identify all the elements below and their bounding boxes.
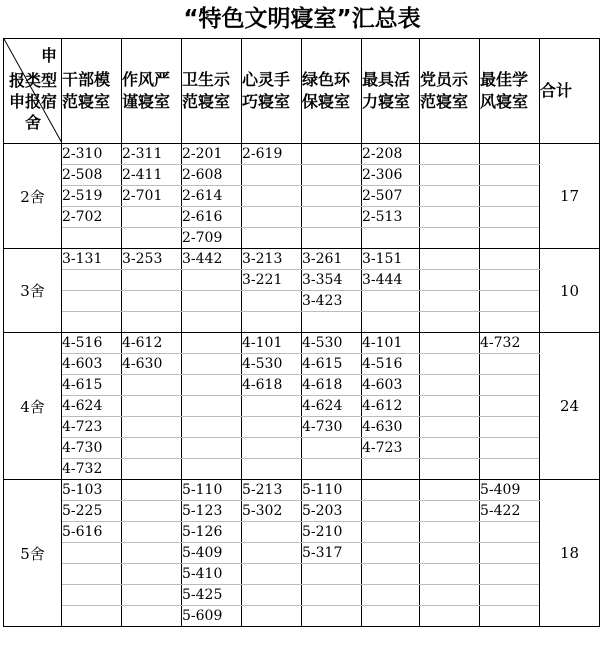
room-cell — [122, 522, 182, 543]
room-cell — [480, 522, 540, 543]
room-cell — [480, 312, 540, 333]
corner-line: 报类型 — [8, 71, 57, 90]
room-cell — [480, 249, 540, 270]
room-cell — [480, 186, 540, 207]
room-cell — [62, 585, 122, 606]
summary-table — [3, 38, 600, 627]
room-cell — [122, 459, 182, 480]
room-cell — [182, 270, 242, 291]
room-cell — [480, 165, 540, 186]
room-cell: 2-701 — [122, 186, 182, 207]
room-cell: 5-409 — [480, 480, 540, 501]
table-row — [4, 186, 600, 207]
room-cell — [420, 165, 480, 186]
room-cell — [122, 291, 182, 312]
room-cell — [420, 270, 480, 291]
room-cell: 5-126 — [182, 522, 242, 543]
room-cell: 3-221 — [242, 270, 302, 291]
table-row — [4, 312, 600, 333]
room-cell — [362, 312, 420, 333]
column-header-line: 最具活 — [362, 70, 411, 89]
dorm-label: 2舍 — [4, 144, 62, 249]
table-row — [4, 585, 600, 606]
total-cell: 18 — [540, 480, 600, 627]
room-cell: 4-732 — [62, 459, 122, 480]
room-cell — [122, 417, 182, 438]
room-cell — [420, 480, 480, 501]
room-cell: 3-354 — [302, 270, 362, 291]
column-header — [480, 39, 540, 144]
room-cell: 5-110 — [302, 480, 362, 501]
room-cell: 5-410 — [182, 564, 242, 585]
room-cell — [420, 438, 480, 459]
table-row — [4, 270, 600, 291]
room-cell: 3-151 — [362, 249, 420, 270]
room-cell: 4-516 — [362, 354, 420, 375]
room-cell — [122, 501, 182, 522]
room-cell: 4-618 — [302, 375, 362, 396]
room-cell — [362, 606, 420, 627]
room-cell — [62, 543, 122, 564]
column-header — [182, 39, 242, 144]
room-cell — [302, 585, 362, 606]
room-cell — [480, 438, 540, 459]
room-cell: 4-101 — [362, 333, 420, 354]
table-row — [4, 606, 600, 627]
room-cell: 4-630 — [122, 354, 182, 375]
column-header — [62, 39, 122, 144]
room-cell — [242, 522, 302, 543]
room-cell — [122, 396, 182, 417]
column-header-line: 谨寝室 — [122, 92, 171, 111]
table-row — [4, 354, 600, 375]
corner-label-lines — [6, 70, 60, 133]
room-cell: 5-213 — [242, 480, 302, 501]
room-cell: 4-530 — [302, 333, 362, 354]
total-cell: 17 — [540, 144, 600, 249]
room-cell: 4-615 — [62, 375, 122, 396]
room-cell — [362, 585, 420, 606]
column-header-line: 心灵手 — [242, 70, 291, 89]
table-row — [4, 396, 600, 417]
room-cell: 3-131 — [62, 249, 122, 270]
room-cell — [362, 564, 420, 585]
room-cell — [242, 417, 302, 438]
header-row — [4, 39, 600, 144]
room-cell: 5-225 — [62, 501, 122, 522]
room-cell — [480, 354, 540, 375]
room-cell: 4-101 — [242, 333, 302, 354]
room-cell — [62, 606, 122, 627]
room-cell — [242, 165, 302, 186]
room-cell: 2-411 — [122, 165, 182, 186]
room-cell: 5-123 — [182, 501, 242, 522]
room-cell: 2-507 — [362, 186, 420, 207]
room-cell: 5-317 — [302, 543, 362, 564]
room-cell — [242, 207, 302, 228]
room-cell: 3-261 — [302, 249, 362, 270]
room-cell — [480, 543, 540, 564]
room-cell — [302, 606, 362, 627]
dorm-label: 3舍 — [4, 249, 62, 333]
room-cell — [420, 606, 480, 627]
room-cell — [182, 438, 242, 459]
room-cell — [420, 333, 480, 354]
room-cell: 4-612 — [362, 396, 420, 417]
column-header-line: 绿色环 — [302, 70, 351, 89]
column-header-line: 最佳学 — [480, 70, 529, 89]
room-cell — [362, 480, 420, 501]
room-cell — [420, 564, 480, 585]
room-cell — [480, 564, 540, 585]
room-cell — [362, 228, 420, 249]
sheet-title: “特色文明寝室”汇总表 — [183, 6, 421, 32]
room-cell — [122, 207, 182, 228]
room-cell — [242, 543, 302, 564]
column-header-line: 合计 — [540, 81, 573, 100]
room-cell — [182, 375, 242, 396]
dorm-label: 4舍 — [4, 333, 62, 480]
room-cell: 4-723 — [62, 417, 122, 438]
column-header-line: 作风严 — [122, 70, 171, 89]
room-cell: 5-210 — [302, 522, 362, 543]
room-cell: 3-253 — [122, 249, 182, 270]
room-cell: 4-516 — [62, 333, 122, 354]
column-header-line: 范寝室 — [182, 92, 231, 111]
room-cell: 4-624 — [62, 396, 122, 417]
room-cell — [420, 543, 480, 564]
room-cell: 2-702 — [62, 207, 122, 228]
total-cell: 24 — [540, 333, 600, 480]
room-cell: 2-208 — [362, 144, 420, 165]
room-cell: 3-423 — [302, 291, 362, 312]
room-cell: 5-616 — [62, 522, 122, 543]
room-cell: 2-608 — [182, 165, 242, 186]
column-header-line: 风寝室 — [480, 92, 529, 111]
room-cell — [242, 396, 302, 417]
room-cell: 4-530 — [242, 354, 302, 375]
room-cell — [480, 585, 540, 606]
table-row — [4, 291, 600, 312]
room-cell — [480, 606, 540, 627]
room-cell: 2-619 — [242, 144, 302, 165]
room-cell — [362, 522, 420, 543]
room-cell — [62, 228, 122, 249]
room-cell — [420, 354, 480, 375]
table-row — [4, 543, 600, 564]
room-cell — [480, 270, 540, 291]
room-cell — [420, 186, 480, 207]
room-cell — [302, 459, 362, 480]
room-cell — [122, 480, 182, 501]
table-row — [4, 249, 600, 270]
table-row — [4, 480, 600, 501]
corner-header — [4, 39, 62, 144]
room-cell — [182, 354, 242, 375]
room-cell: 4-730 — [62, 438, 122, 459]
room-cell: 4-612 — [122, 333, 182, 354]
room-cell — [62, 564, 122, 585]
dorm-label: 5舍 — [4, 480, 62, 627]
room-cell — [182, 459, 242, 480]
corner-label-top: 申 — [40, 46, 57, 65]
column-header — [122, 39, 182, 144]
room-cell — [420, 417, 480, 438]
room-cell: 5-302 — [242, 501, 302, 522]
room-cell — [362, 501, 420, 522]
room-cell: 2-614 — [182, 186, 242, 207]
room-cell: 4-624 — [302, 396, 362, 417]
room-cell — [480, 459, 540, 480]
column-header-line: 卫生示 — [182, 70, 231, 89]
room-cell — [362, 459, 420, 480]
room-cell: 4-723 — [362, 438, 420, 459]
room-cell — [242, 228, 302, 249]
room-cell — [420, 396, 480, 417]
room-cell — [480, 207, 540, 228]
room-cell — [480, 291, 540, 312]
room-cell — [242, 585, 302, 606]
room-cell — [62, 270, 122, 291]
room-cell — [182, 312, 242, 333]
room-cell: 5-409 — [182, 543, 242, 564]
room-cell: 3-442 — [182, 249, 242, 270]
room-cell — [122, 228, 182, 249]
room-cell — [420, 144, 480, 165]
room-cell — [480, 375, 540, 396]
table-row — [4, 438, 600, 459]
column-header-line: 范寝室 — [62, 92, 111, 111]
room-cell: 4-732 — [480, 333, 540, 354]
room-cell: 3-213 — [242, 249, 302, 270]
table-row — [4, 333, 600, 354]
room-cell — [420, 522, 480, 543]
room-cell — [182, 291, 242, 312]
column-header — [242, 39, 302, 144]
room-cell: 5-425 — [182, 585, 242, 606]
room-cell — [122, 270, 182, 291]
room-cell — [480, 228, 540, 249]
room-cell — [302, 207, 362, 228]
room-cell — [480, 144, 540, 165]
table-row — [4, 228, 600, 249]
room-cell: 5-203 — [302, 501, 362, 522]
room-cell — [362, 543, 420, 564]
column-header-line: 力寝室 — [362, 92, 411, 111]
room-cell — [480, 396, 540, 417]
column-header-line: 保寝室 — [302, 92, 351, 111]
corner-line: 申报宿 — [8, 92, 57, 111]
room-cell — [122, 438, 182, 459]
room-cell: 4-630 — [362, 417, 420, 438]
room-cell: 2-201 — [182, 144, 242, 165]
room-cell — [62, 312, 122, 333]
room-cell: 2-306 — [362, 165, 420, 186]
table-row — [4, 375, 600, 396]
total-cell: 10 — [540, 249, 600, 333]
room-cell — [182, 333, 242, 354]
room-cell — [242, 438, 302, 459]
room-cell — [242, 459, 302, 480]
table-row — [4, 417, 600, 438]
room-cell: 5-422 — [480, 501, 540, 522]
room-cell — [420, 291, 480, 312]
room-cell — [420, 585, 480, 606]
room-cell — [302, 438, 362, 459]
room-cell: 4-615 — [302, 354, 362, 375]
room-cell: 2-513 — [362, 207, 420, 228]
room-cell — [182, 396, 242, 417]
room-cell — [242, 606, 302, 627]
room-cell — [420, 459, 480, 480]
room-cell — [302, 564, 362, 585]
room-cell — [420, 207, 480, 228]
room-cell: 5-609 — [182, 606, 242, 627]
column-header-line: 巧寝室 — [242, 92, 291, 111]
room-cell — [480, 417, 540, 438]
room-cell: 2-310 — [62, 144, 122, 165]
room-cell — [122, 585, 182, 606]
column-header-total — [540, 39, 600, 144]
room-cell — [420, 228, 480, 249]
table-row — [4, 459, 600, 480]
room-cell: 3-444 — [362, 270, 420, 291]
room-cell — [302, 312, 362, 333]
column-header-line: 党员示 — [420, 70, 469, 89]
table-row — [4, 165, 600, 186]
room-cell — [122, 564, 182, 585]
room-cell — [122, 375, 182, 396]
room-cell: 2-519 — [62, 186, 122, 207]
room-cell: 5-103 — [62, 480, 122, 501]
room-cell — [420, 312, 480, 333]
room-cell: 4-730 — [302, 417, 362, 438]
room-cell: 4-603 — [62, 354, 122, 375]
table-body — [4, 144, 600, 627]
room-cell: 2-616 — [182, 207, 242, 228]
room-cell: 2-709 — [182, 228, 242, 249]
room-cell: 2-311 — [122, 144, 182, 165]
room-cell — [242, 312, 302, 333]
room-cell — [420, 249, 480, 270]
room-cell — [362, 291, 420, 312]
room-cell — [122, 606, 182, 627]
room-cell — [302, 144, 362, 165]
room-cell — [242, 186, 302, 207]
room-cell — [182, 417, 242, 438]
room-cell — [302, 228, 362, 249]
column-header — [362, 39, 420, 144]
table-row — [4, 207, 600, 228]
room-cell — [242, 291, 302, 312]
room-cell: 5-110 — [182, 480, 242, 501]
room-cell — [122, 312, 182, 333]
table-row — [4, 501, 600, 522]
room-cell: 2-508 — [62, 165, 122, 186]
table-row — [4, 564, 600, 585]
corner-line: 舍 — [24, 113, 41, 132]
column-header-line: 范寝室 — [420, 92, 469, 111]
column-header — [302, 39, 362, 144]
room-cell: 4-618 — [242, 375, 302, 396]
room-cell — [302, 165, 362, 186]
column-header — [420, 39, 480, 144]
room-cell — [242, 564, 302, 585]
room-cell — [302, 186, 362, 207]
table-row — [4, 522, 600, 543]
room-cell — [62, 291, 122, 312]
column-header-line: 干部模 — [62, 70, 111, 89]
table-row — [4, 144, 600, 165]
room-cell — [420, 375, 480, 396]
room-cell: 4-603 — [362, 375, 420, 396]
room-cell — [122, 543, 182, 564]
room-cell — [420, 501, 480, 522]
